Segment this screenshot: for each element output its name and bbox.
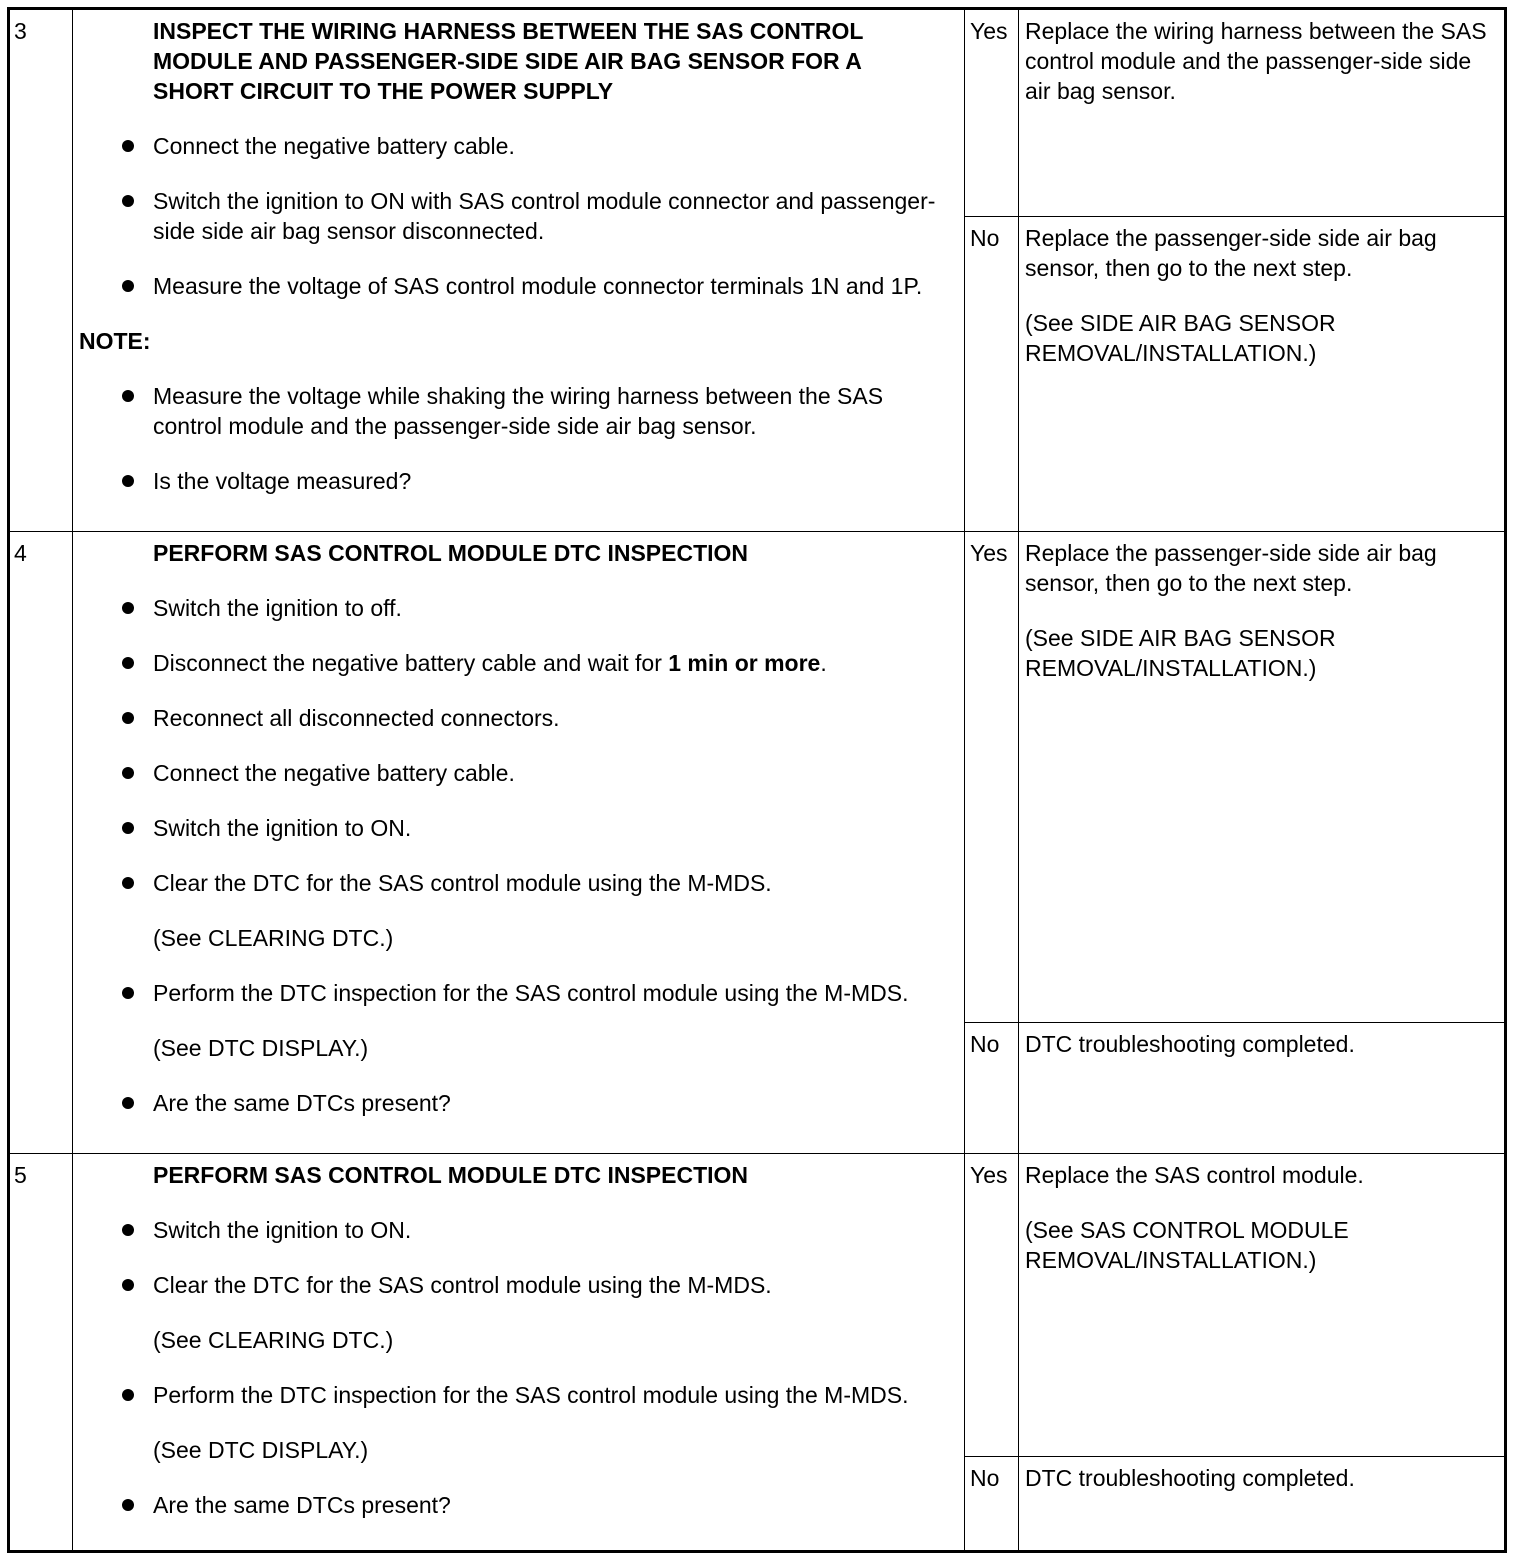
- reference-text: (See CLEARING DTC.): [153, 1327, 394, 1353]
- instruction-item: Connect the negative battery cable.: [73, 758, 944, 788]
- result-yes: [965, 532, 1504, 1022]
- no-label: No: [965, 217, 1019, 531]
- instruction-item: Clear the DTC for the SAS control module using the M-MDS.: [73, 868, 944, 898]
- instruction-item: Perform the DTC inspection for the SAS control module using the M-MDS.: [73, 1380, 944, 1410]
- step-number: 3: [10, 10, 73, 531]
- yes-action: [1019, 10, 1504, 216]
- step-row-4: [10, 532, 1504, 1154]
- step-results: [965, 1154, 1504, 1550]
- instruction-item: Perform the DTC inspection for the SAS control module using the M-MDS.: [73, 978, 944, 1008]
- reference-text: (See SIDE AIR BAG SENSOR REMOVAL/INSTALLATION.): [1025, 625, 1336, 681]
- no-label: No: [965, 1457, 1019, 1550]
- instruction-item: Reconnect all disconnected connectors.: [73, 703, 944, 733]
- result-no: [965, 1456, 1504, 1550]
- instruction-item: [73, 648, 944, 678]
- instruction-item: Switch the ignition to off.: [73, 593, 944, 623]
- wait-time: 1 min or more: [668, 650, 821, 676]
- step-results: [965, 532, 1504, 1153]
- step-instructions: [73, 10, 965, 531]
- instruction-item: Switch the ignition to ON.: [73, 1215, 944, 1245]
- action-text: Replace the passenger-side side air bag sensor, then go to the next step.: [1025, 540, 1437, 596]
- action-text: DTC troubleshooting completed.: [1025, 1465, 1355, 1491]
- step-results: [965, 10, 1504, 531]
- instruction-text-end: .: [820, 650, 827, 676]
- action-text: DTC troubleshooting completed.: [1025, 1031, 1355, 1057]
- reference-text: (See SAS CONTROL MODULE REMOVAL/INSTALLATION.): [1025, 1217, 1349, 1273]
- result-no: [965, 216, 1504, 531]
- result-no: [965, 1022, 1504, 1153]
- yes-label: Yes: [965, 1154, 1019, 1456]
- yes-label: Yes: [965, 10, 1019, 216]
- reference-text: (See CLEARING DTC.): [153, 925, 394, 951]
- yes-action: [1019, 532, 1504, 1022]
- result-yes: [965, 1154, 1504, 1456]
- reference-text: (See DTC DISPLAY.): [153, 1437, 369, 1463]
- instruction-item: Switch the ignition to ON.: [73, 813, 944, 843]
- reference-text: (See SIDE AIR BAG SENSOR REMOVAL/INSTALLATION.): [1025, 310, 1336, 366]
- step-title: INSPECT THE WIRING HARNESS BETWEEN THE SAS CONTROL MODULE AND PASSENGER-SIDE SIDE AIR BAG SENSOR FOR A SHORT CIRCUIT TO THE POWER SUPPLY: [153, 18, 864, 104]
- note-label: NOTE:: [79, 328, 151, 354]
- result-yes: [965, 10, 1504, 216]
- yes-label: Yes: [965, 532, 1019, 1022]
- action-text: Replace the SAS control module.: [1025, 1162, 1364, 1188]
- step-row-5: [10, 1154, 1504, 1550]
- step-title: PERFORM SAS CONTROL MODULE DTC INSPECTION: [153, 540, 749, 566]
- step-row-3: [10, 10, 1504, 532]
- step-number: 5: [10, 1154, 73, 1550]
- instruction-item: Connect the negative battery cable.: [73, 131, 944, 161]
- step-instructions: [73, 532, 965, 1153]
- step-number: 4: [10, 532, 73, 1153]
- no-action: [1019, 1457, 1504, 1550]
- troubleshooting-table: [7, 7, 1507, 1553]
- step-instructions: [73, 1154, 965, 1550]
- reference-text: (See DTC DISPLAY.): [153, 1035, 369, 1061]
- yes-action: [1019, 1154, 1504, 1456]
- instruction-item: Switch the ignition to ON with SAS control module connector and passenger-side side air bag sensor disconnected.: [73, 186, 944, 246]
- instruction-question: Are the same DTCs present?: [73, 1088, 944, 1118]
- instruction-question: Is the voltage measured?: [73, 466, 944, 496]
- instruction-item: Clear the DTC for the SAS control module using the M-MDS.: [73, 1270, 944, 1300]
- no-action: [1019, 1023, 1504, 1153]
- action-text: Replace the passenger-side side air bag sensor, then go to the next step.: [1025, 225, 1437, 281]
- no-label: No: [965, 1023, 1019, 1153]
- instruction-text: Disconnect the negative battery cable and wait for: [153, 650, 669, 676]
- no-action: [1019, 217, 1504, 531]
- instruction-question: Are the same DTCs present?: [73, 1490, 944, 1520]
- instruction-item: Measure the voltage of SAS control module connector terminals 1N and 1P.: [73, 271, 944, 301]
- instruction-item: Measure the voltage while shaking the wiring harness between the SAS control module and the passenger-side side air bag sensor.: [73, 381, 944, 441]
- step-title: PERFORM SAS CONTROL MODULE DTC INSPECTION: [153, 1162, 749, 1188]
- action-text: Replace the wiring harness between the SAS control module and the passenger-side side air bag sensor.: [1025, 18, 1487, 104]
